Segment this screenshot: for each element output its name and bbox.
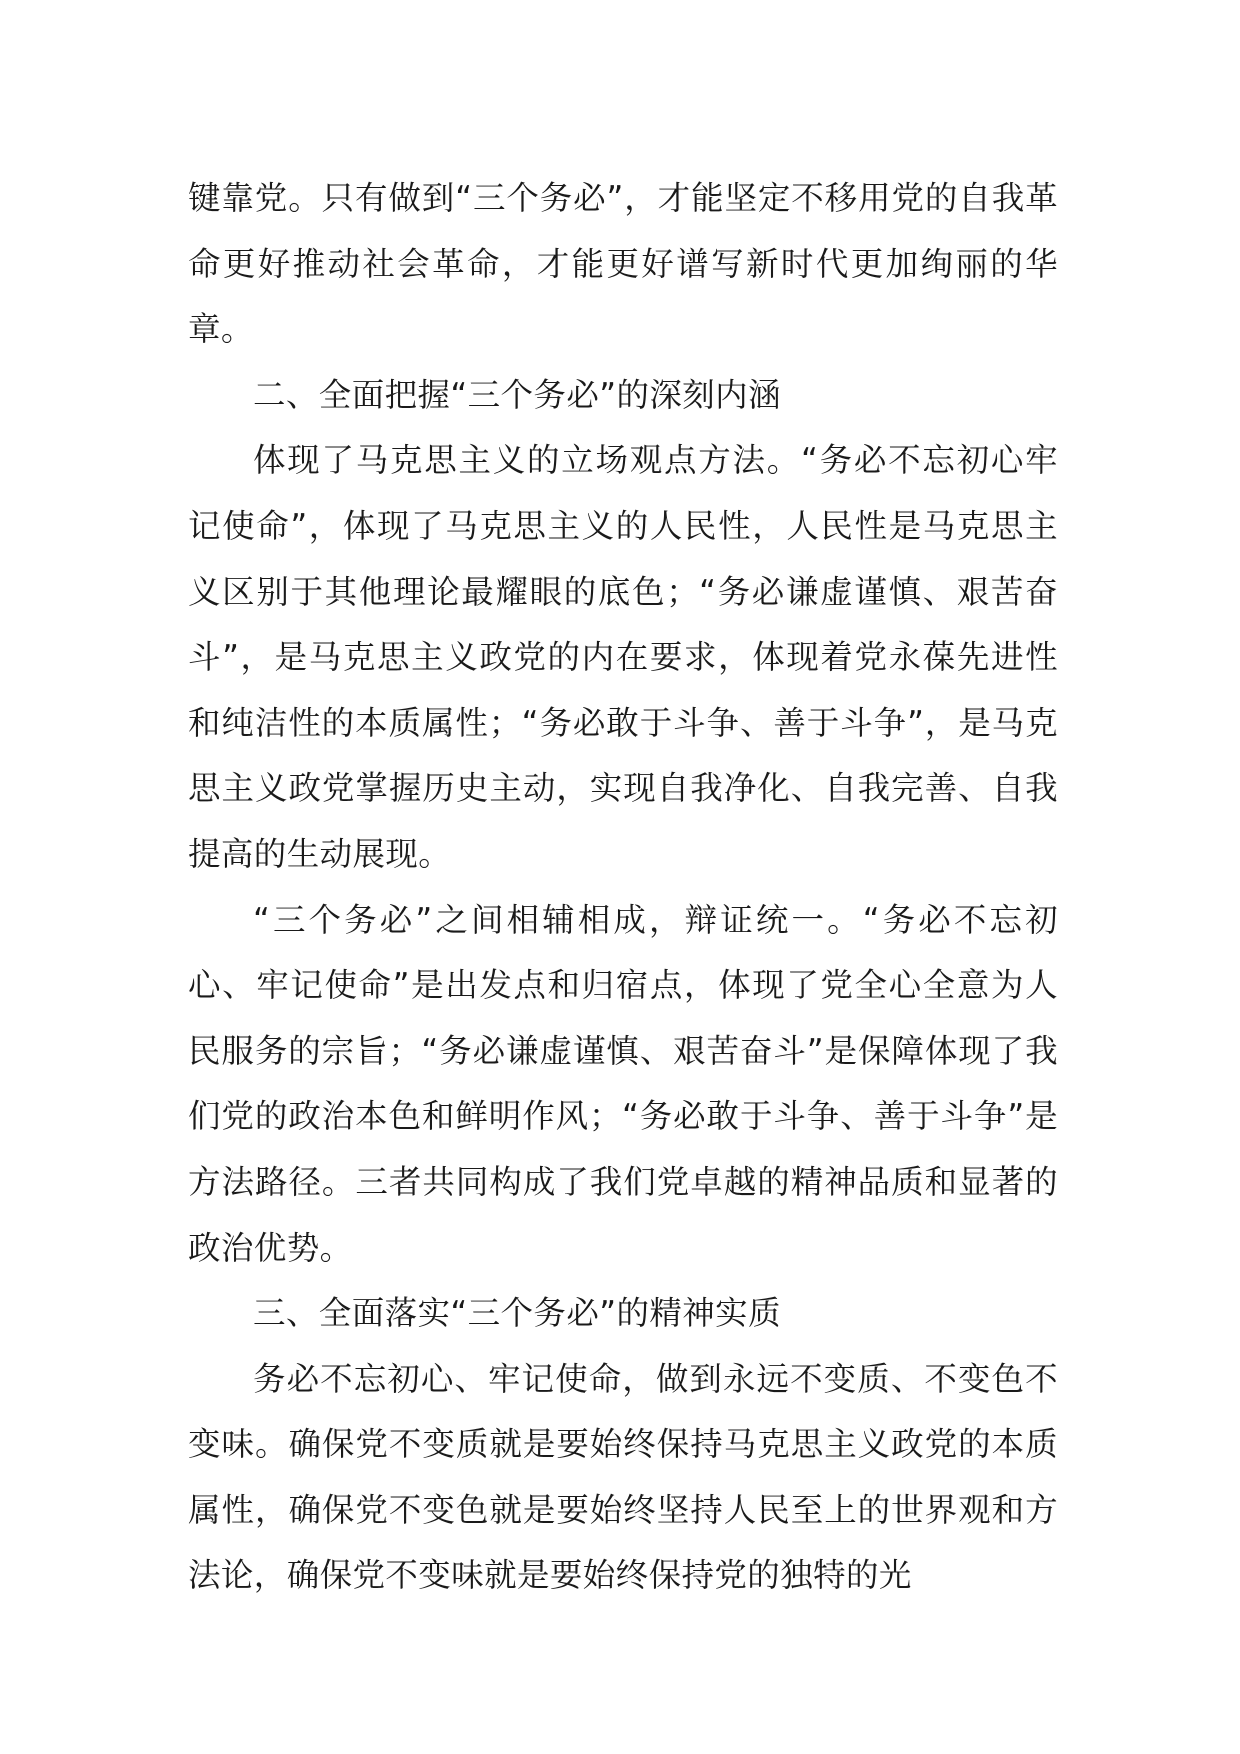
section-heading-two: 二、全面把握“三个务必”的深刻内涵 — [253, 375, 781, 414]
paragraph-original-mission: 务必不忘初心、牢记使命，做到永远不变质、不变色不变味。确保党不变质就是要始终保持马克思主义政党的本质属性，确保党不变色就是要始终坚持人民至上的世界观和方法论，确保党不变味就是要始终保持党的独特的光 — [188, 1359, 1058, 1595]
paragraph-marxism-stance: 体现了马克思主义的立场观点方法。“务必不忘初心牢记使命”，体现了马克思主义的人民性，人民性是马克思主义区别于其他理论最耀眼的底色；“务必谦虚谨慎、艰苦奋斗”，是马克思主义政党的内在要求，体现着党永葆先进性和纯洁性的本质属性；“务必敢于斗争、善于斗争”，是马克思主义政党掌握历史主动，实现自我净化、自我完善、自我提高的生动展现。 — [188, 441, 1058, 873]
document-body — [188, 166, 1058, 1609]
paragraph-dialectical-unity: “三个务必”之间相辅相成，辩证统一。“务必不忘初心、牢记使命”是出发点和归宿点，体现了党全心全意为人民服务的宗旨；“务必谦虚谨慎、艰苦奋斗”是保障体现了我们党的政治本色和鲜明作风；“务必敢于斗争、善于斗争”是方法路径。三者共同构成了我们党卓越的精神品质和显著的政治优势。 — [188, 900, 1058, 1267]
section-heading-three: 三、全面落实“三个务必”的精神实质 — [253, 1294, 781, 1333]
paragraph-continuation: 键靠党。只有做到“三个务必”，才能坚定不移用党的自我革命更好推动社会革命，才能更好谱写新时代更加绚丽的华章。 — [188, 179, 1058, 349]
